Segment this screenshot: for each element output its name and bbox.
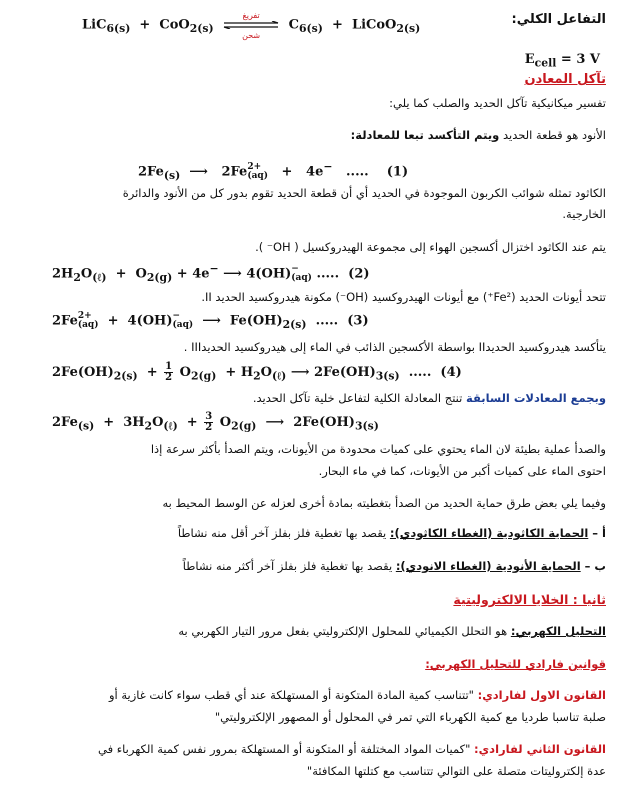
corrosion-title: تآكل المعادن	[524, 72, 606, 87]
anodic-protection: ب – الحماية الأنودية (الغطاء الانودي): يقصد بها تغطية فلز بفلز آخر أكثر منه نشاطاً	[182, 559, 606, 573]
overall-reaction-equation: LiC$_{6(s)}$ + CoO$_{2(s)}$ تفريغ شحن $C_{6(s)}$ + LiCoO$_{2(s)}$	[82, 11, 421, 40]
equation-1: $2Fe_{(s)}$ ⟶ 2Fe 2+ (aq) + 4e− ..... (1)	[138, 160, 409, 182]
fraction-one-half: $\frac{1}{2}$	[165, 361, 173, 383]
ecell-value: $E_{cell} = 3$ V	[524, 52, 600, 70]
sum-statement: وبجمع المعادلات السابقة تنتج المعادلة الكلية لتفاعل خلية تآكل الحديد.	[252, 391, 606, 405]
rust-line-1: والصدأ عملية بطيئة لان الماء يحتوي على كميات محدودة من الأيونات، ويتم الصدأ بأكثر سرعة إذا	[150, 442, 606, 456]
cathodic-protection: أ – الحماية الكاثودية (الغطاء الكاثودي): يقصد بها تغطية فلز بفلز آخر أقل منه نشاطاً	[177, 526, 606, 540]
double-arrow-icon	[222, 21, 280, 29]
anode-statement: الأنود هو قطعة الحديد ويتم التأكسد تبعا للمعادلة:	[350, 128, 606, 142]
corrosion-intro: تفسير ميكانيكية تآكل الحديد والصلب كما يلي:	[389, 96, 606, 110]
equation-3: 2Fe 2+ (aq) + 4(OH) − (aq) ⟶ $Fe(OH)_{2(s)}$ ..... (3)	[52, 311, 369, 332]
protection-intro: وفيما يلي بعض طرق حماية الحديد من الصدأ بتغطيته بمادة أخرى لعزله عن الوسط المحيط به	[162, 496, 606, 510]
cathode-line-1: الكاثود تمثله شوائب الكربون الموجودة في الحديد أي أن قطعة الحديد تقوم بدور كل من الأنود والدائرة	[122, 186, 606, 200]
rust-line-2: احتوى الماء على كميات أكبر من الأيونات، كما في ماء البحار.	[318, 464, 606, 478]
faraday-law-1-line-2: صلبة تناسبا طرديا مع كمية الكهرباء التي تمر في المحلول أو المصهور الإلكتروليتي"	[214, 710, 606, 724]
faraday-laws-title: قوانين فارادي للتحليل الكهربي:	[425, 657, 606, 671]
discharge-label: تفريغ	[242, 11, 260, 20]
cathode-line-2: الخارجية.	[562, 207, 606, 221]
fraction-three-halves: $\frac{3}{2}$	[205, 411, 213, 433]
iron-hydroxide-formation: تتحد أيونات الحديد (Fe²⁺) مع أيونات الهيدروكسيد (OH⁻) مكونة هيدروكسيد الحديد II.	[201, 290, 606, 304]
equation-2: $2H_2O_{(\ell)} + O_{2(g)} + 4e^-$ ⟶ 4(OH) − (aq) ..... (2)	[52, 262, 370, 284]
electrolysis-definition: التحليل الكهربي: هو التحلل الكيميائي للمحلول الإلكتروليتي بفعل مرور التيار الكهربي به	[178, 624, 606, 638]
faraday-law-1-line-1: القانون الاول لفارادي: "تتناسب كمية المادة المتكونة أو المستهلكة عند أي قطب سواء كانت غازية أو	[108, 688, 606, 702]
faraday-law-2-line-2: عدة إلكتروليتات متصلة على التوالي تتناسب مع كتلتها المكافئة"	[306, 764, 606, 778]
equation-overall-rust: $2Fe_{(s)} + 3H_2O_{(\ell)}$ + $\frac{3}{2}$ $O_{2(g)}$ ⟶ $2Fe(OH)_{3(s)}$	[52, 411, 379, 433]
overall-reaction-label: التفاعل الكلي:	[511, 12, 606, 27]
charge-label: شحن	[242, 31, 261, 40]
equilibrium-arrow	[222, 11, 280, 40]
equation-4: $2Fe(OH)_{2(s)}$ + $\frac{1}{2}$ $O_{2(g)} + H_2O_{(\ell)}$ ⟶ $2Fe(OH)_{3(s)}$ ..... (4)	[52, 361, 462, 383]
electrolytic-title: ثانيا : الخلايا الالكتروليتية	[453, 592, 606, 607]
faraday-law-2-line-1: القانون الثاني لفارادي: "كميات المواد المختلفة أو المتكونة أو المستهلكة بمرور نفس كمية الكهرباء في	[98, 742, 606, 756]
cathode-reduction: يتم عند الكاثود اختزال أكسجين الهواء إلى مجموعة الهيدروكسيل ( OH⁻ ).	[255, 240, 606, 254]
iron-hydroxide-oxidation: يتأكسد هيدروكسيد الحديدII بواسطة الأكسجين الذائب في الماء إلى هيدروكسيد الحديدIII .	[183, 340, 606, 354]
